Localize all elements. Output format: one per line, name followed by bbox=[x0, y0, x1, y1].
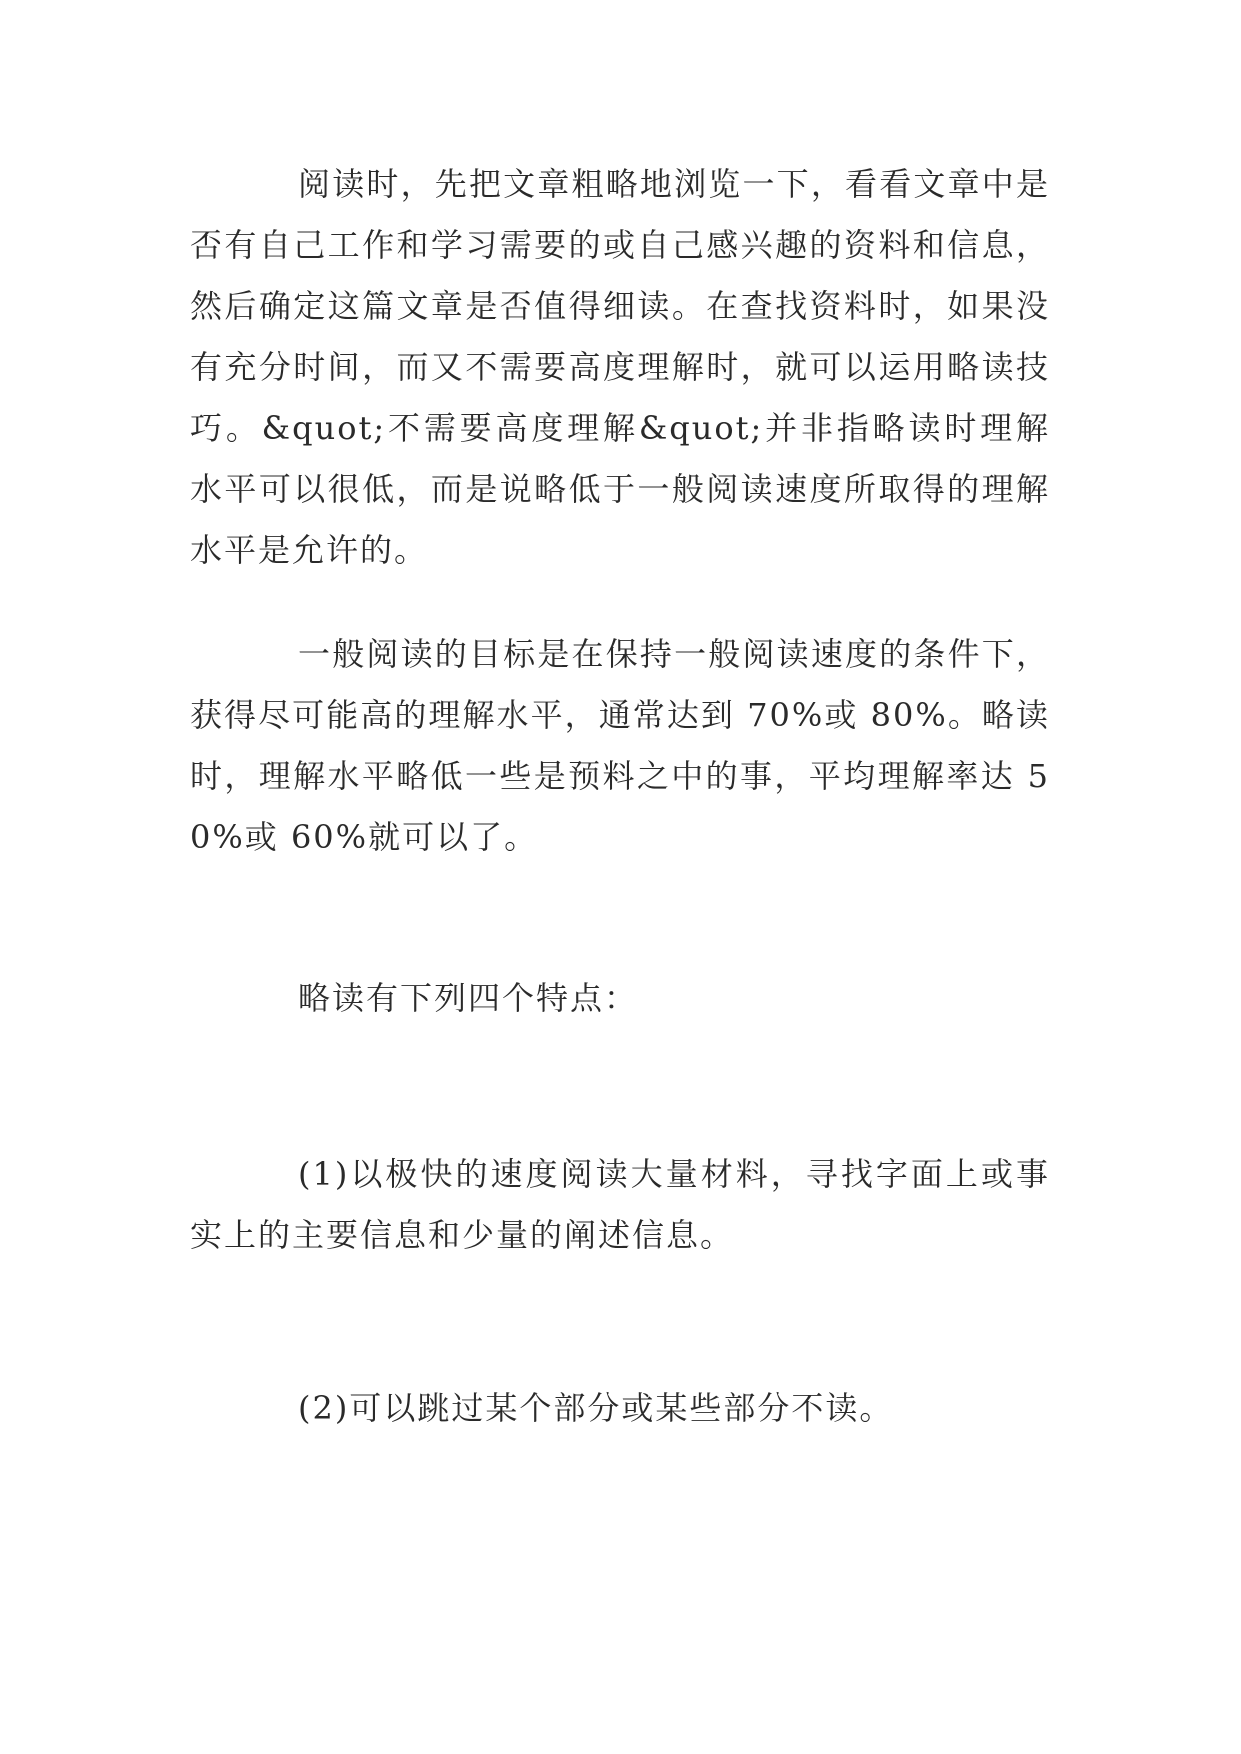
paragraph-feature-2: (2)可以跳过某个部分或某些部分不读。 bbox=[298, 1389, 894, 1427]
paragraph-features-heading: 略读有下列四个特点： bbox=[298, 979, 639, 1017]
paragraph-skimming-intro: 阅读时，先把文章粗略地浏览一下，看看文章中是否有自己工作和学习需要的或自己感兴趣的资料和信息，然后确定这篇文章是否值得细读。在查找资料时，如果没有充分时间，而又不需要高度理解时，就可以运用略读技巧。&quot;不需要高度理解&quot;并非指略读时理解水平可以很低，而是说略低于一般阅读速度所取得的理解水平是允许的。 bbox=[190, 165, 1050, 569]
paragraph-comprehension-goal: 一般阅读的目标是在保持一般阅读速度的条件下，获得尽可能高的理解水平，通常达到 70%或 80%。略读时，理解水平略低一些是预料之中的事，平均理解率达 50%或 60%就可以了。 bbox=[190, 635, 1050, 856]
paragraph-feature-1: (1)以极快的速度阅读大量材料，寻找字面上或事实上的主要信息和少量的阐述信息。 bbox=[190, 1155, 1050, 1254]
